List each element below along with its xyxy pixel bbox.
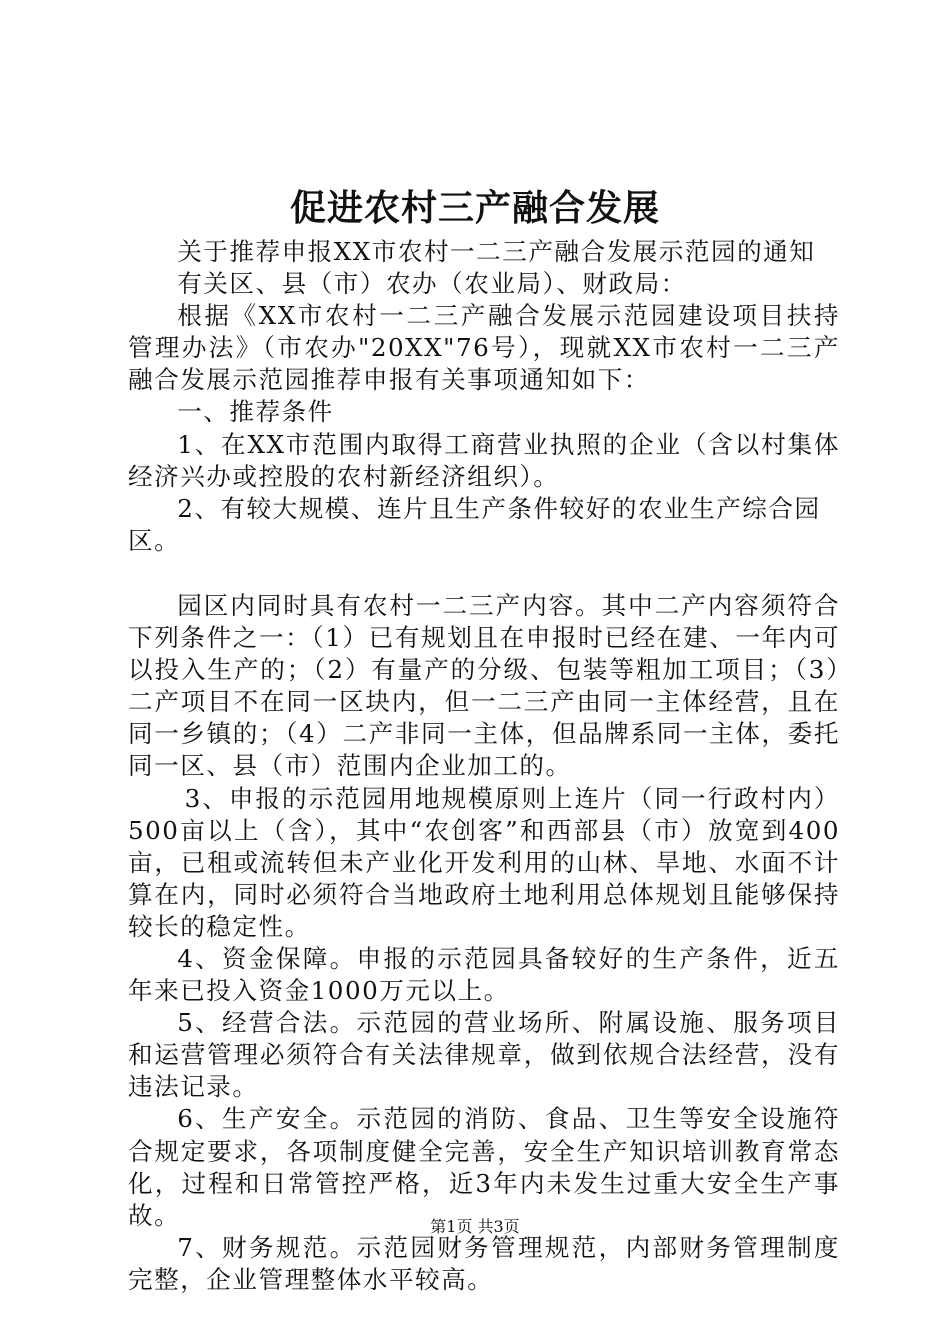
condition-item-2: 2、有较大规模、连片且生产条件较好的农业生产综合园区。 [128, 493, 821, 555]
condition-item-4: 4、资金保障。申报的示范园具备较好的生产条件，近五年来已投入资金1000万元以上。 [128, 943, 840, 1006]
intro-paragraph: 根据《XX市农村一二三产融合发展示范园建设项目扶持管理办法》（市农办"20XX"76号），现就XX市农村一二三产融合发展示范园推荐申报有关事项通知如下： [128, 301, 840, 395]
condition-item-5: 5、经营合法。示范园的营业场所、附属设施、服务项目和运营管理必须符合有关法律规章，做到依规合法经营，没有违法记录。 [128, 1008, 840, 1102]
condition-item-1: 1、在XX市范围内取得工商营业执照的企业（含以村集体经济兴办或控股的农村新经济组织）。 [128, 429, 840, 491]
notice-heading: 关于推荐申报XX市农村一二三产融合发展示范园的通知 [177, 237, 816, 266]
page-footer: 第1页 共3页 [430, 1217, 520, 1236]
addressee-line: 有关区、县（市）农办（农业局）、财政局： [177, 269, 687, 299]
condition-item-7: 7、财务规范。示范园财务管理规范，内部财务管理制度完整，企业管理整体水平较高。 [128, 1232, 840, 1294]
document-title: 促进农村三产融合发展 [289, 187, 660, 229]
condition-item-2-detail: 园区内同时具有农村一二三产内容。其中二产内容须符合下列条件之一：（1）已有规划且在申报时已经在建、一年内可以投入生产的；（2）有量产的分级、包装等粗加工项目；（3）二产项目不在同一区块内，但一二三产由同一主体经营，且在同一乡镇的；（4）二产非同一主体，但品牌系同一主体，委托同一区、县（市）范围内企业加工的。 [128, 590, 840, 781]
condition-item-3: 3、申报的示范园用地规模原则上连片（同一行政村内）500亩以上（含），其中“农创客”和西部县（市）放宽到400亩，已租或流转但未产业化开发利用的山林、旱地、水面不计算在内，同时必须符合当地政府土地利用总体规划且能够保持较长的稳定性。 [128, 783, 840, 941]
condition-item-6: 6、生产安全。示范园的消防、食品、卫生等安全设施符合规定要求，各项制度健全完善，安全生产知识培训教育常态化，过程和日常管控严格，近3年内未发生过重大安全生产事故。 [128, 1104, 840, 1230]
document-body [128, 236, 840, 1296]
section-heading-conditions: 一、推荐条件 [177, 397, 334, 427]
